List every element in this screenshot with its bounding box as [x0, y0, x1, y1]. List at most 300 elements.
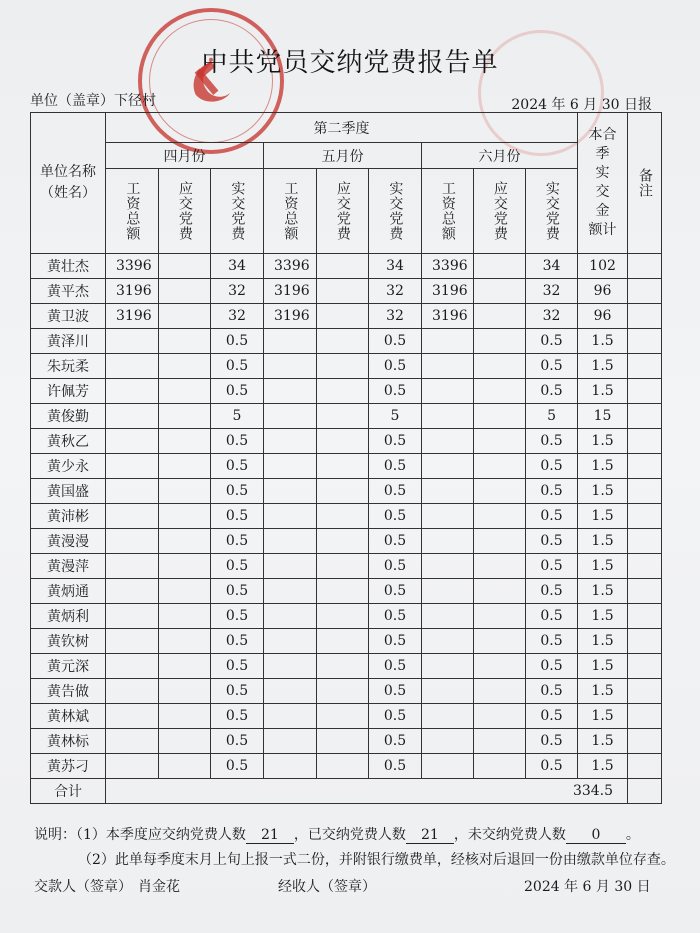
cell-m6-salary: 3396	[422, 254, 474, 279]
cell-m4-paid: 0.5	[211, 604, 264, 629]
cell-total: 1.5	[578, 329, 628, 354]
cell-m4-paid: 0.5	[211, 754, 264, 779]
cell-m6-due	[474, 604, 526, 629]
member-name: 黄泽川	[31, 329, 106, 354]
cell-m5-paid: 0.5	[369, 554, 422, 579]
member-name: 黄炳通	[31, 579, 106, 604]
cell-m5-salary	[264, 504, 317, 529]
member-name: 黄沛彬	[31, 504, 106, 529]
cell-m6-paid: 0.5	[526, 654, 578, 679]
cell-m6-due	[474, 379, 526, 404]
table-row	[31, 279, 662, 304]
table-row	[31, 754, 662, 779]
cell-m6-due	[474, 579, 526, 604]
cell-m4-salary	[106, 479, 159, 504]
cell-m6-due	[474, 304, 526, 329]
cell-m5-paid: 0.5	[369, 604, 422, 629]
member-name: 黄俊勤	[31, 404, 106, 429]
cell-m6-paid: 5	[526, 404, 578, 429]
sub-header: 实交党费	[369, 169, 422, 254]
cell-m4-paid: 0.5	[211, 479, 264, 504]
sub-header: 工资总额	[106, 169, 159, 254]
cell-m6-paid: 0.5	[526, 554, 578, 579]
cell-remark	[628, 429, 662, 454]
cell-m6-paid: 32	[526, 279, 578, 304]
month-header-may: 五月份	[264, 143, 422, 169]
cell-m6-due	[474, 254, 526, 279]
cell-m6-salary	[422, 404, 474, 429]
cell-m6-paid: 0.5	[526, 429, 578, 454]
member-name: 许佩芳	[31, 379, 106, 404]
cell-m4-salary	[106, 554, 159, 579]
table-row	[31, 579, 662, 604]
cell-m6-paid: 0.5	[526, 729, 578, 754]
cell-m6-salary	[422, 579, 474, 604]
unit-line	[30, 90, 156, 110]
member-name: 黄炳利	[31, 604, 106, 629]
cell-m6-salary: 3196	[422, 279, 474, 304]
cell-m6-paid: 0.5	[526, 504, 578, 529]
cell-remark	[628, 729, 662, 754]
table-row	[31, 604, 662, 629]
cell-m4-due	[159, 454, 211, 479]
cell-m5-due	[317, 329, 369, 354]
cell-m5-salary	[264, 754, 317, 779]
footer-date: 2024 年 6 月 30 日	[524, 879, 651, 895]
payer-line: 交款人（签章） 肖金花	[34, 879, 180, 895]
cell-m5-due	[317, 429, 369, 454]
remark-header: 备注	[628, 113, 662, 254]
cell-m4-salary	[106, 729, 159, 754]
page-title: 中共党员交纳党费报告单	[201, 48, 499, 78]
cell-total: 1.5	[578, 454, 628, 479]
cell-m4-salary	[106, 604, 159, 629]
cell-remark	[628, 329, 662, 354]
member-name: 黄卫波	[31, 304, 106, 329]
cell-m5-salary	[264, 479, 317, 504]
cell-m4-due	[159, 279, 211, 304]
cell-m4-paid: 32	[211, 304, 264, 329]
cell-m5-paid: 0.5	[369, 504, 422, 529]
table-row	[31, 729, 662, 754]
cell-m6-due	[474, 429, 526, 454]
cell-m4-salary	[106, 504, 159, 529]
receiver-label: 经收人（签章）	[278, 879, 376, 895]
cell-remark	[628, 654, 662, 679]
cell-m5-paid: 0.5	[369, 579, 422, 604]
member-name: 黄林标	[31, 729, 106, 754]
cell-total: 1.5	[578, 354, 628, 379]
cell-m4-salary	[106, 429, 159, 454]
cell-m5-salary	[264, 729, 317, 754]
sub-header: 实交党费	[211, 169, 264, 254]
cell-remark	[628, 304, 662, 329]
table-row	[31, 304, 662, 329]
cell-remark	[628, 629, 662, 654]
cell-m4-paid: 0.5	[211, 679, 264, 704]
cell-m4-due	[159, 354, 211, 379]
cell-m6-paid: 0.5	[526, 454, 578, 479]
cell-m5-due	[317, 754, 369, 779]
cell-m6-salary	[422, 604, 474, 629]
cell-remark	[628, 754, 662, 779]
cell-m5-paid: 0.5	[369, 379, 422, 404]
table-row	[31, 504, 662, 529]
member-name: 黄钦树	[31, 629, 106, 654]
member-name: 黄少永	[31, 454, 106, 479]
cell-m5-paid: 0.5	[369, 679, 422, 704]
cell-m4-paid: 0.5	[211, 529, 264, 554]
unit-value: 下径村	[114, 93, 156, 109]
sub-header: 应交党费	[159, 169, 211, 254]
member-name: 黄漫萍	[31, 554, 106, 579]
cell-m4-salary	[106, 404, 159, 429]
member-name: 黄苏刁	[31, 754, 106, 779]
cell-m4-due	[159, 679, 211, 704]
cell-m6-paid: 0.5	[526, 604, 578, 629]
cell-total: 1.5	[578, 379, 628, 404]
table-row	[31, 529, 662, 554]
cell-m4-paid: 0.5	[211, 429, 264, 454]
cell-m6-salary	[422, 379, 474, 404]
cell-remark	[628, 554, 662, 579]
cell-remark	[628, 504, 662, 529]
table-row	[31, 629, 662, 654]
cell-m4-due	[159, 604, 211, 629]
cell-m6-due	[474, 654, 526, 679]
cell-m4-due	[159, 504, 211, 529]
cell-m5-salary	[264, 354, 317, 379]
cell-m5-due	[317, 729, 369, 754]
cell-m6-salary	[422, 329, 474, 354]
member-name: 黄元深	[31, 654, 106, 679]
cell-m4-due	[159, 729, 211, 754]
cell-m6-paid: 32	[526, 304, 578, 329]
cell-m5-due	[317, 604, 369, 629]
cell-remark	[628, 479, 662, 504]
cell-m6-salary	[422, 354, 474, 379]
cell-m4-due	[159, 429, 211, 454]
cell-m6-due	[474, 754, 526, 779]
cell-m6-due	[474, 454, 526, 479]
cell-m6-due	[474, 354, 526, 379]
cell-remark	[628, 279, 662, 304]
cell-m4-due	[159, 654, 211, 679]
cell-m5-due	[317, 454, 369, 479]
cell-m4-salary	[106, 454, 159, 479]
cell-m5-paid: 0.5	[369, 329, 422, 354]
member-name: 黄平杰	[31, 279, 106, 304]
sub-header: 实交党费	[526, 169, 578, 254]
cell-m4-due	[159, 329, 211, 354]
cell-m6-paid: 34	[526, 254, 578, 279]
member-name: 黄国盛	[31, 479, 106, 504]
quarter-total-header: 本合 季 实 交 金 额计	[578, 113, 628, 254]
cell-m4-salary	[106, 354, 159, 379]
cell-m4-salary: 3196	[106, 304, 159, 329]
cell-m5-paid: 34	[369, 254, 422, 279]
cell-m4-paid: 34	[211, 254, 264, 279]
cell-m4-salary	[106, 754, 159, 779]
table-row	[31, 404, 662, 429]
cell-m6-salary	[422, 429, 474, 454]
cell-m4-due	[159, 754, 211, 779]
cell-m5-salary	[264, 554, 317, 579]
cell-m6-paid: 0.5	[526, 579, 578, 604]
cell-m4-paid: 5	[211, 404, 264, 429]
cell-total: 1.5	[578, 679, 628, 704]
member-name: 黄壮杰	[31, 254, 106, 279]
cell-m5-salary	[264, 379, 317, 404]
cell-m6-due	[474, 504, 526, 529]
cell-m6-salary	[422, 554, 474, 579]
table-row	[31, 454, 662, 479]
cell-m4-paid: 32	[211, 279, 264, 304]
cell-m4-salary	[106, 629, 159, 654]
sub-header: 应交党费	[317, 169, 369, 254]
cell-m4-salary	[106, 379, 159, 404]
cell-m5-salary	[264, 454, 317, 479]
cell-m5-due	[317, 479, 369, 504]
cell-total: 1.5	[578, 504, 628, 529]
cell-m4-salary	[106, 529, 159, 554]
cell-m6-paid: 0.5	[526, 629, 578, 654]
cell-m6-salary	[422, 754, 474, 779]
cell-m6-due	[474, 554, 526, 579]
cell-m4-salary	[106, 654, 159, 679]
cell-m5-salary	[264, 604, 317, 629]
cell-m5-salary	[264, 529, 317, 554]
cell-m6-due	[474, 629, 526, 654]
name-header: 单位名称 （姓名）	[31, 113, 106, 254]
cell-total: 1.5	[578, 654, 628, 679]
cell-remark	[628, 454, 662, 479]
cell-total: 1.5	[578, 704, 628, 729]
cell-m5-due	[317, 304, 369, 329]
cell-m6-due	[474, 479, 526, 504]
cell-m4-paid: 0.5	[211, 454, 264, 479]
cell-total: 1.5	[578, 529, 628, 554]
cell-m5-paid: 0.5	[369, 754, 422, 779]
sum-value: 334.5	[106, 779, 628, 804]
cell-m4-due	[159, 629, 211, 654]
cell-m6-salary: 3196	[422, 304, 474, 329]
cell-m4-paid: 0.5	[211, 379, 264, 404]
cell-m4-salary	[106, 329, 159, 354]
table-row	[31, 679, 662, 704]
sum-label: 合计	[31, 779, 106, 804]
table-row	[31, 429, 662, 454]
cell-m5-salary	[264, 654, 317, 679]
member-name: 朱玩柔	[31, 354, 106, 379]
cell-m6-due	[474, 279, 526, 304]
cell-total: 102	[578, 254, 628, 279]
member-name: 黄告做	[31, 679, 106, 704]
cell-m5-salary: 3396	[264, 254, 317, 279]
due-count: 21	[246, 827, 294, 844]
cell-m5-salary	[264, 329, 317, 354]
cell-m4-due	[159, 479, 211, 504]
cell-total: 1.5	[578, 579, 628, 604]
cell-remark	[628, 354, 662, 379]
cell-total: 1.5	[578, 604, 628, 629]
cell-m6-paid: 0.5	[526, 354, 578, 379]
payer-name: 肖金花	[138, 879, 180, 895]
cell-m5-salary	[264, 404, 317, 429]
cell-m6-due	[474, 329, 526, 354]
cell-total: 15	[578, 404, 628, 429]
cell-m4-paid: 0.5	[211, 704, 264, 729]
cell-m5-salary	[264, 704, 317, 729]
cell-m5-due	[317, 579, 369, 604]
cell-m4-salary: 3196	[106, 279, 159, 304]
cell-remark	[628, 704, 662, 729]
cell-m5-paid: 0.5	[369, 529, 422, 554]
cell-m5-salary	[264, 579, 317, 604]
cell-m5-paid: 0.5	[369, 429, 422, 454]
cell-m5-paid: 5	[369, 404, 422, 429]
table-row	[31, 354, 662, 379]
cell-m5-paid: 32	[369, 279, 422, 304]
cell-m4-paid: 0.5	[211, 654, 264, 679]
cell-remark	[628, 679, 662, 704]
cell-remark	[628, 579, 662, 604]
note-2: （2）此单每季度末月上旬上报一式二份，并附银行缴费单，经核对后退回一份由缴款单位存查。	[78, 852, 675, 868]
month-header-april: 四月份	[106, 143, 264, 169]
cell-m6-salary	[422, 629, 474, 654]
cell-m4-due	[159, 579, 211, 604]
cell-m4-salary	[106, 704, 159, 729]
cell-remark	[628, 379, 662, 404]
cell-m4-paid: 0.5	[211, 329, 264, 354]
cell-remark	[628, 529, 662, 554]
member-name: 黄漫漫	[31, 529, 106, 554]
cell-m6-salary	[422, 479, 474, 504]
cell-m6-paid: 0.5	[526, 679, 578, 704]
table-row	[31, 554, 662, 579]
quarter-header: 第二季度	[106, 113, 578, 143]
cell-m5-paid: 0.5	[369, 454, 422, 479]
cell-m4-paid: 0.5	[211, 629, 264, 654]
cell-total: 1.5	[578, 429, 628, 454]
member-name: 黄林斌	[31, 704, 106, 729]
cell-m5-due	[317, 654, 369, 679]
cell-total: 1.5	[578, 729, 628, 754]
cell-m6-salary	[422, 729, 474, 754]
table-row	[31, 329, 662, 354]
cell-remark	[628, 604, 662, 629]
cell-remark	[628, 404, 662, 429]
table-row	[31, 654, 662, 679]
cell-m5-paid: 0.5	[369, 354, 422, 379]
cell-m5-due	[317, 554, 369, 579]
cell-m5-due	[317, 629, 369, 654]
paid-count: 21	[406, 827, 454, 844]
cell-m4-due	[159, 254, 211, 279]
cell-total: 1.5	[578, 479, 628, 504]
cell-m4-due	[159, 554, 211, 579]
cell-m5-paid: 0.5	[369, 629, 422, 654]
cell-m5-salary: 3196	[264, 304, 317, 329]
cell-m6-due	[474, 729, 526, 754]
cell-m5-paid: 0.5	[369, 654, 422, 679]
cell-m6-due	[474, 679, 526, 704]
cell-m5-due	[317, 504, 369, 529]
cell-remark	[628, 254, 662, 279]
note-1: 说明：（1）本季度应交纳党费人数 21 ，已交纳党费人数 21 ，未交纳党费人数 0 。	[34, 827, 640, 843]
cell-m4-paid: 0.5	[211, 729, 264, 754]
cell-m6-salary	[422, 679, 474, 704]
cell-m4-due	[159, 704, 211, 729]
cell-m6-paid: 0.5	[526, 754, 578, 779]
table-row	[31, 379, 662, 404]
cell-m6-salary	[422, 704, 474, 729]
cell-m4-due	[159, 404, 211, 429]
cell-total: 1.5	[578, 554, 628, 579]
cell-m5-due	[317, 279, 369, 304]
sub-header: 应交党费	[474, 169, 526, 254]
cell-m4-paid: 0.5	[211, 554, 264, 579]
cell-m4-due	[159, 379, 211, 404]
cell-m6-paid: 0.5	[526, 479, 578, 504]
cell-m5-salary: 3196	[264, 279, 317, 304]
cell-m6-paid: 0.5	[526, 329, 578, 354]
cell-m4-due	[159, 529, 211, 554]
month-header-june: 六月份	[422, 143, 578, 169]
cell-total: 96	[578, 279, 628, 304]
cell-m6-salary	[422, 529, 474, 554]
dues-table	[30, 112, 662, 804]
cell-m5-due	[317, 404, 369, 429]
cell-m5-paid: 0.5	[369, 479, 422, 504]
member-name: 黄秋乙	[31, 429, 106, 454]
sub-header: 工资总额	[264, 169, 317, 254]
cell-m6-salary	[422, 504, 474, 529]
cell-m6-due	[474, 704, 526, 729]
cell-m5-paid: 0.5	[369, 704, 422, 729]
cell-m6-paid: 0.5	[526, 704, 578, 729]
cell-m4-paid: 0.5	[211, 504, 264, 529]
table-row	[31, 479, 662, 504]
cell-total: 96	[578, 304, 628, 329]
cell-m5-paid: 0.5	[369, 729, 422, 754]
cell-m5-due	[317, 254, 369, 279]
table-row	[31, 704, 662, 729]
cell-m5-due	[317, 529, 369, 554]
unit-label: 单位（盖章）	[30, 93, 114, 109]
cell-total: 1.5	[578, 629, 628, 654]
table-row	[31, 254, 662, 279]
cell-m5-due	[317, 354, 369, 379]
cell-m4-salary: 3396	[106, 254, 159, 279]
cell-m5-salary	[264, 629, 317, 654]
cell-m6-salary	[422, 454, 474, 479]
cell-m5-due	[317, 704, 369, 729]
cell-m5-salary	[264, 679, 317, 704]
cell-m4-due	[159, 304, 211, 329]
cell-total: 1.5	[578, 754, 628, 779]
cell-m6-paid: 0.5	[526, 379, 578, 404]
cell-m6-due	[474, 529, 526, 554]
cell-m5-due	[317, 379, 369, 404]
cell-m4-paid: 0.5	[211, 354, 264, 379]
sub-header: 工资总额	[422, 169, 474, 254]
cell-m6-paid: 0.5	[526, 529, 578, 554]
cell-m4-paid: 0.5	[211, 579, 264, 604]
report-date: 2024 年 6 月 30 日报	[511, 97, 652, 113]
cell-m4-salary	[106, 579, 159, 604]
cell-m5-due	[317, 679, 369, 704]
